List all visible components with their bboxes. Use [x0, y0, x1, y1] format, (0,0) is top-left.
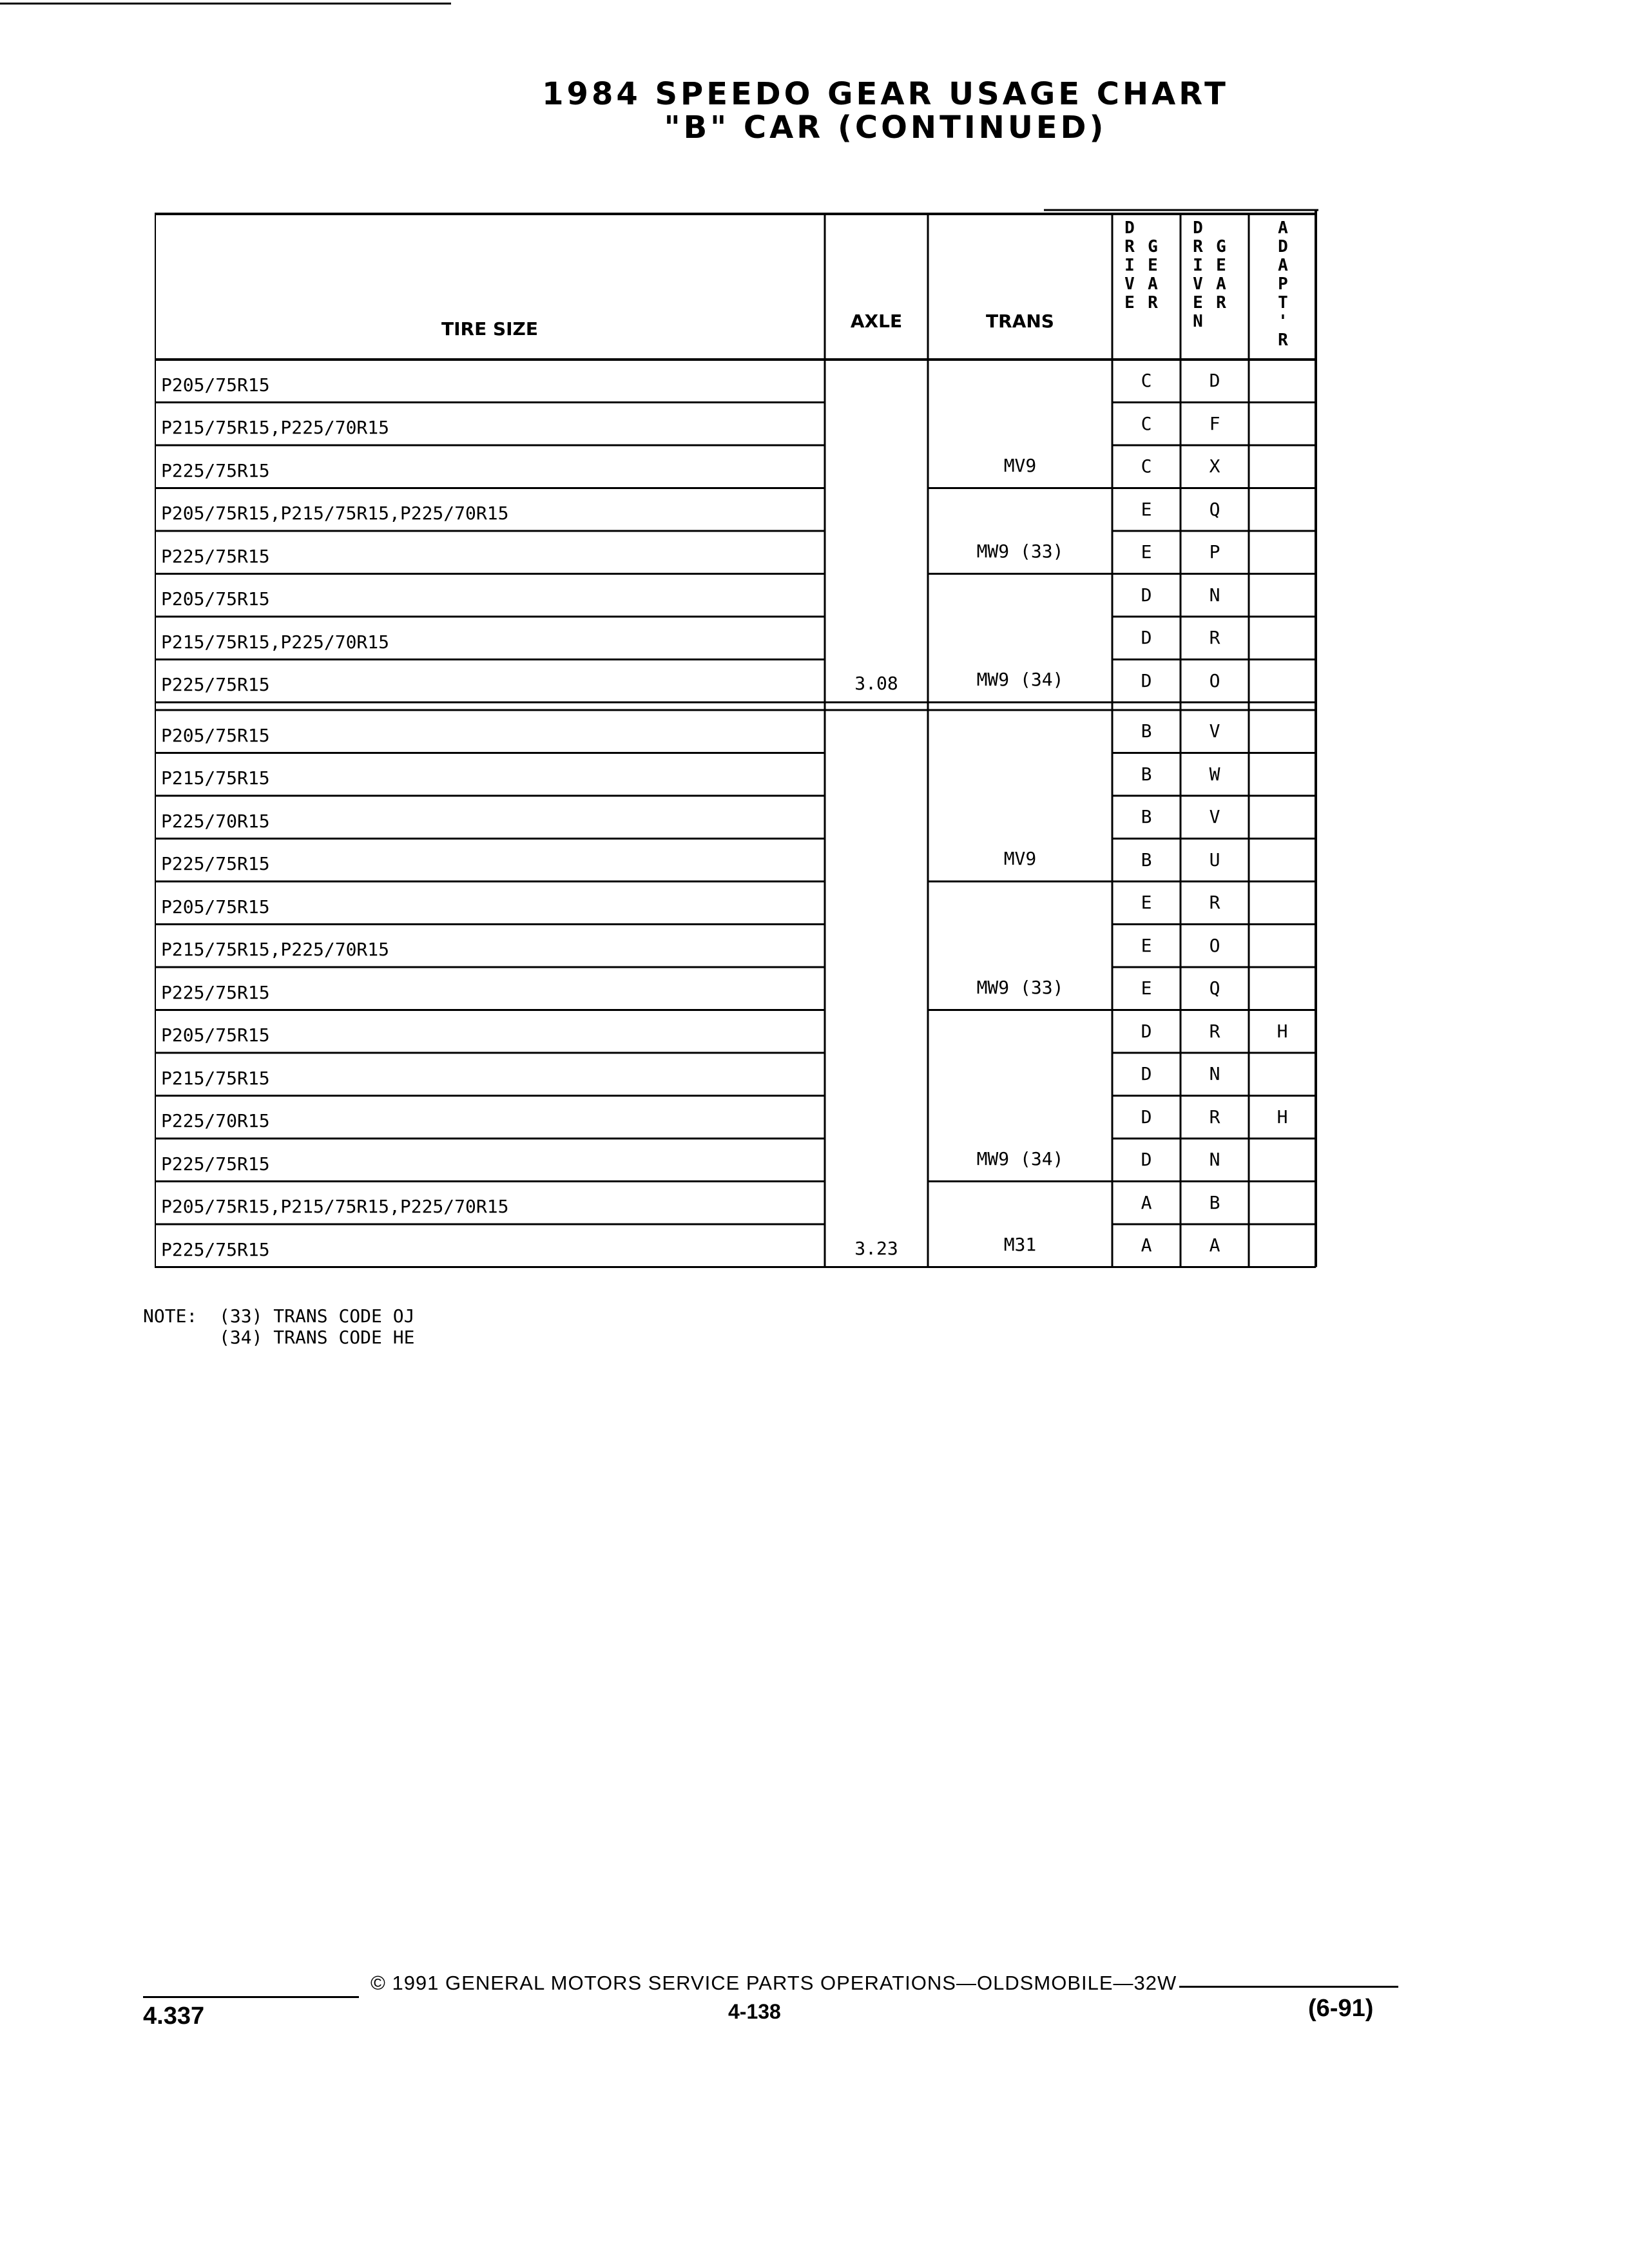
- drive-gear-cell: B: [1141, 720, 1152, 742]
- tire-size-cell: P225/75R15: [161, 545, 270, 567]
- drive-gear-cell: B: [1141, 763, 1152, 785]
- tire-size-cell: P215/75R15: [161, 767, 270, 789]
- trans-cell: MV9: [1003, 454, 1037, 476]
- driven-gear-cell: A: [1209, 1235, 1220, 1256]
- tire-size-cell: P225/75R15: [161, 853, 270, 874]
- adapter-cell: H: [1277, 1106, 1288, 1128]
- tire-size-cell: P225/75R15: [161, 674, 270, 695]
- adapter-cell: H: [1277, 1020, 1288, 1042]
- footer-rule-right: [1179, 1986, 1398, 1988]
- drive-gear-cell: A: [1141, 1235, 1152, 1256]
- note-label: NOTE:: [143, 1305, 198, 1327]
- top-rule: [0, 3, 451, 5]
- header-trans: TRANS: [986, 311, 1054, 332]
- drive-gear-cell: A: [1141, 1191, 1152, 1213]
- driven-gear-cell: R: [1209, 627, 1220, 648]
- drive-gear-cell: D: [1141, 1020, 1152, 1042]
- drive-gear-cell: D: [1141, 627, 1152, 648]
- drive-gear-cell: E: [1141, 498, 1152, 520]
- drive-gear-cell: D: [1141, 584, 1152, 606]
- driven-gear-cell: Q: [1209, 498, 1220, 520]
- drive-gear-cell: E: [1141, 541, 1152, 562]
- page-title: 1984 SPEEDO GEAR USAGE CHART: [542, 76, 1229, 112]
- tire-size-cell: P225/70R15: [161, 810, 270, 832]
- drive-gear-cell: C: [1141, 456, 1152, 477]
- note-item: (33) TRANS CODE OJ: [219, 1305, 415, 1327]
- tire-size-cell: P215/75R15,P225/70R15: [161, 417, 390, 438]
- axle-cell: 3.23: [854, 1237, 898, 1259]
- driven-gear-cell: R: [1209, 1020, 1220, 1042]
- driven-gear-cell: N: [1209, 1149, 1220, 1170]
- trans-cell: M31: [1003, 1233, 1037, 1255]
- footer-date: (6-91): [1308, 1995, 1374, 2022]
- drive-gear-cell: E: [1141, 977, 1152, 999]
- drive-gear-cell: B: [1141, 806, 1152, 827]
- drive-gear-cell: D: [1141, 669, 1152, 691]
- tire-size-cell: P215/75R15,P225/70R15: [161, 631, 390, 653]
- tire-size-cell: P205/75R15: [161, 588, 270, 610]
- notes: [143, 1305, 414, 1348]
- tire-size-cell: P225/75R15: [161, 981, 270, 1003]
- drive-gear-cell: D: [1141, 1063, 1152, 1084]
- note-item: (34) TRANS CODE HE: [219, 1327, 415, 1348]
- driven-gear-cell: V: [1209, 806, 1220, 827]
- trans-cell: MW9 (34): [976, 1148, 1064, 1169]
- footer-rule-left: [143, 1996, 359, 1998]
- driven-gear-cell: Q: [1209, 977, 1220, 999]
- gear-usage-table: [155, 197, 1342, 1299]
- tire-size-cell: P205/75R15: [161, 896, 270, 918]
- tire-size-cell: P205/75R15: [161, 374, 270, 396]
- tire-size-cell: P225/75R15: [161, 1153, 270, 1175]
- driven-gear-cell: B: [1209, 1191, 1220, 1213]
- driven-gear-cell: W: [1209, 763, 1220, 785]
- tire-size-cell: P215/75R15,P225/70R15: [161, 939, 390, 960]
- driven-gear-cell: X: [1209, 456, 1220, 477]
- drive-gear-cell: E: [1141, 892, 1152, 913]
- driven-gear-cell: U: [1209, 849, 1220, 870]
- drive-gear-cell: B: [1141, 849, 1152, 870]
- driven-gear-cell: F: [1209, 412, 1220, 434]
- trans-cell: MW9 (33): [976, 976, 1064, 998]
- driven-gear-cell: V: [1209, 720, 1220, 742]
- drive-gear-cell: E: [1141, 934, 1152, 956]
- axle-cell: 3.08: [854, 673, 898, 694]
- footer-code: 4.337: [143, 2003, 205, 2030]
- drive-gear-cell: D: [1141, 1149, 1152, 1170]
- footer-page-number: 4-138: [728, 2000, 781, 2023]
- trans-cell: MV9: [1003, 848, 1037, 869]
- drive-gear-cell: D: [1141, 1106, 1152, 1128]
- driven-gear-cell: O: [1209, 934, 1220, 956]
- driven-gear-cell: R: [1209, 1106, 1220, 1128]
- tire-size-cell: P205/75R15: [161, 1024, 270, 1046]
- drive-gear-cell: C: [1141, 412, 1152, 434]
- header-axle: AXLE: [850, 311, 903, 332]
- header-drive-word: D R I V E: [1124, 218, 1135, 312]
- driven-gear-cell: P: [1209, 541, 1220, 562]
- driven-gear-cell: N: [1209, 584, 1220, 606]
- driven-gear-cell: R: [1209, 892, 1220, 913]
- driven-gear-cell: O: [1209, 669, 1220, 691]
- tire-size-cell: P225/75R15: [161, 1238, 270, 1260]
- header-driven-word: D R I V E N: [1193, 218, 1203, 331]
- tire-size-cell: P225/70R15: [161, 1110, 270, 1131]
- header-adapter-word: A D A P T ' R: [1278, 218, 1288, 350]
- driven-gear-cell: N: [1209, 1063, 1220, 1084]
- header-drive-gear-word: G E A R: [1148, 237, 1158, 312]
- tire-size-cell: P205/75R15: [161, 724, 270, 746]
- header-tire-size: TIRE SIZE: [441, 318, 538, 340]
- page-subtitle: "B" CAR (CONTINUED): [664, 110, 1107, 146]
- table-grid: [155, 197, 1342, 1299]
- tire-size-cell: P205/75R15,P215/75R15,P225/70R15: [161, 1196, 509, 1217]
- tire-size-cell: P225/75R15: [161, 459, 270, 481]
- trans-cell: MW9 (33): [976, 540, 1064, 562]
- drive-gear-cell: C: [1141, 370, 1152, 391]
- header-driven-gear-word: G E A R: [1216, 237, 1226, 312]
- driven-gear-cell: D: [1209, 370, 1220, 391]
- trans-cell: MW9 (34): [976, 669, 1064, 690]
- footer-copyright: © 1991 GENERAL MOTORS SERVICE PARTS OPERATIONS—OLDSMOBILE—32W: [371, 1972, 1177, 1994]
- tire-size-cell: P215/75R15: [161, 1067, 270, 1089]
- tire-size-cell: P205/75R15,P215/75R15,P225/70R15: [161, 503, 509, 524]
